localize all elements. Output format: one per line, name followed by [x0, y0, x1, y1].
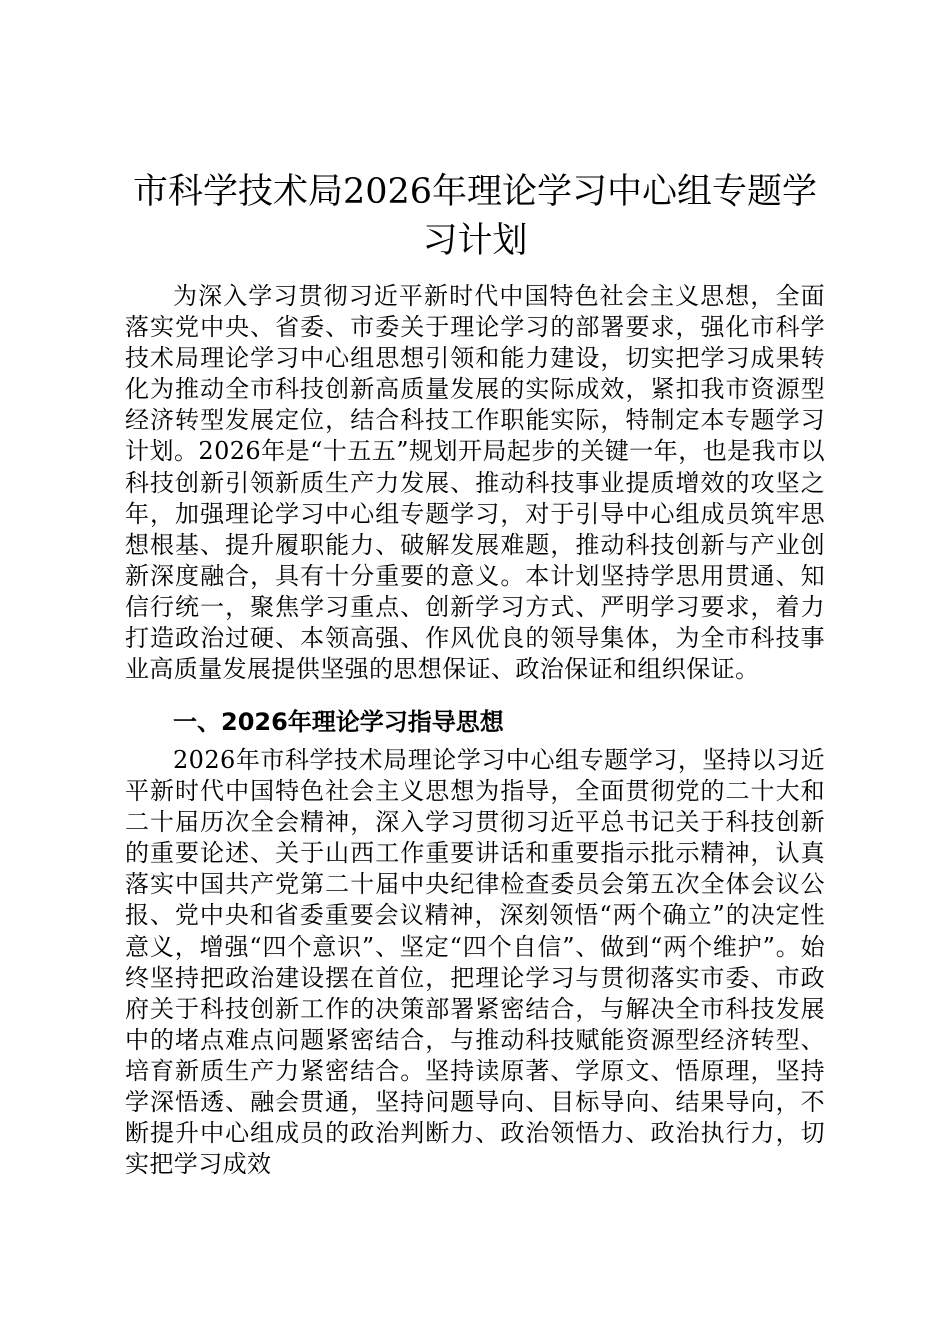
- intro-paragraph: 为深入学习贯彻习近平新时代中国特色社会主义思想，全面落实党中央、省委、市委关于理论学习的部署要求，强化市科学技术局理论学习中心组思想引领和能力建设，切实把学习成果转化为推动全市科技创新高质量发展的实际成效，紧扣我市资源型经济转型发展定位，结合科技工作职能实际，特制定本专题学习计划。2026年是“十五五”规划开局起步的关键一年，也是我市以科技创新引领新质生产力发展、推动科技事业提质增效的攻坚之年，加强理论学习中心组专题学习，对于引导中心组成员筑牢思想根基、提升履职能力、破解发展难题，推动科技创新与产业创新深度融合，具有十分重要的意义。本计划坚持学思用贯通、知信行统一，聚焦学习重点、创新学习方式、严明学习要求，着力打造政治过硬、本领高强、作风优良的领导集体，为全市科技事业高质量发展提供坚强的思想保证、政治保证和组织保证。: [125, 282, 825, 684]
- section-heading: 一、2026年理论学习指导思想: [173, 708, 504, 736]
- document-title: 市科学技术局2026年理论学习中心组专题学习计划: [132, 172, 818, 261]
- section-paragraph: 2026年市科学技术局理论学习中心组专题学习，坚持以习近平新时代中国特色社会主义思想为指导，全面贯彻党的二十大和二十届历次全会精神，深入学习贯彻习近平总书记关于科技创新的重要论述、关于山西工作重要讲话和重要指示批示精神，认真落实中国共产党第二十届中央纪律检查委员会第五次全体会议公报、党中央和省委重要会议精神，深刻领悟“两个确立”的决定性意义，增强“四个意识”、坚定“四个自信”、做到“两个维护”。始终坚持把政治建设摆在首位，把理论学习与贯彻落实市委、市政府关于科技创新工作的决策部署紧密结合，与解决全市科技发展中的堵点难点问题紧密结合，与推动科技赋能资源型经济转型、培育新质生产力紧密结合。坚持读原著、学原文、悟原理，坚持学深悟透、融会贯通，坚持问题导向、目标导向、结果导向，不断提升中心组成员的政治判断力、政治领悟力、政治执行力，切实把学习成效: [125, 746, 825, 1179]
